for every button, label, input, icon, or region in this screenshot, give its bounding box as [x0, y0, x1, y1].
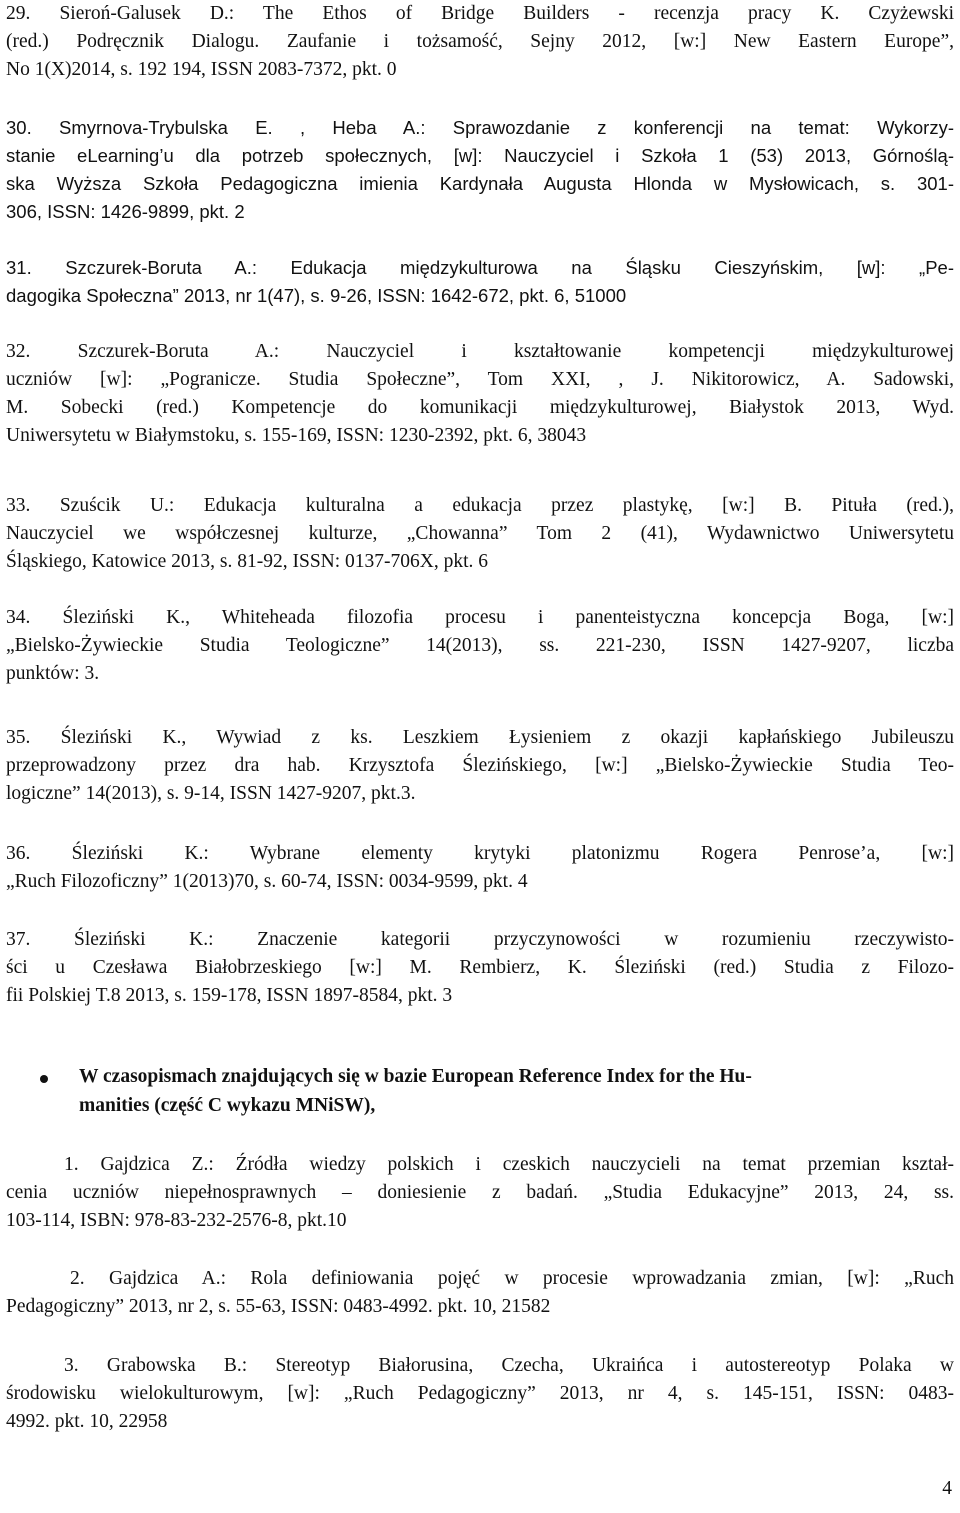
entry-line: cenia uczniów niepełnosprawnych – doniesienie z badań. „Studia Edukacyjne” 2013, 24, ss.	[6, 1182, 954, 1203]
entry-line: „Bielsko-Żywieckie Studia Teologiczne” 14(2013), ss. 221-230, ISSN 1427-9207, liczba	[6, 635, 954, 656]
entry-line: (red.) Podręcznik Dialogu. Zaufanie i tożsamość, Sejny 2012, [w:] New Eastern Europe”,	[6, 31, 954, 52]
entry-line: fii Polskiej T.8 2013, s. 159-178, ISSN 1897-8584, pkt. 3	[6, 985, 453, 1006]
entry-line: 4992. pkt. 10, 22958	[6, 1411, 168, 1432]
entry-line: Pedagogiczny” 2013, nr 2, s. 55-63, ISSN: 0483-4992. pkt. 10, 21582	[6, 1296, 551, 1317]
entry-line: 3. Grabowska B.: Stereotyp Białorusina, Czecha, Ukraińca i autostereotyp Polaka w	[64, 1355, 954, 1376]
entry-line: 35. Śleziński K., Wywiad z ks. Leszkiem Łysieniem z okazji kapłańskiego Jubileuszu	[6, 727, 954, 748]
bibliography-entry-31	[6, 254, 954, 310]
section-heading-line: manities (część C wykazu MNiSW),	[79, 1095, 376, 1116]
entry-line: 32. Szczurek-Boruta A.: Nauczyciel i kształtowanie kompetencji międzykulturowej	[6, 341, 954, 362]
entry-line: 36. Śleziński K.: Wybrane elementy krytyki platonizmu Rogera Penrose’a, [w:]	[6, 843, 954, 864]
entry-line: Śląskiego, Katowice 2013, s. 81-92, ISSN: 0137-706X, pkt. 6	[6, 551, 489, 572]
entry-line: 1. Gajdzica Z.: Źródła wiedzy polskich i czeskich nauczycieli na temat przemian kształ-	[64, 1154, 954, 1175]
entry-line: środowisku wielokulturowym, [w]: „Ruch Pedagogiczny” 2013, nr 4, s. 145-151, ISSN: 0483-	[6, 1383, 954, 1404]
entry-line: No 1(X)2014, s. 192 194, ISSN 2083-7372, pkt. 0	[6, 59, 397, 80]
entry-line: 34. Śleziński K., Whiteheada filozofia procesu i panenteistyczna koncepcja Boga, [w:]	[6, 607, 954, 628]
bibliography-entry-37	[6, 926, 954, 1010]
erih-entry-1	[6, 1151, 954, 1235]
bibliography-entry-33	[6, 492, 954, 576]
entry-line: 37. Śleziński K.: Znaczenie kategorii przyczynowości w rozumieniu rzeczywisto-	[6, 929, 954, 950]
entry-line: M. Sobecki (red.) Kompetencje do komunikacji międzykulturowej, Białystok 2013, Wyd.	[6, 397, 954, 418]
bibliography-entry-35	[6, 724, 954, 808]
entry-line: 306, ISSN: 1426-9899, pkt. 2	[6, 201, 245, 222]
erih-entry-3	[6, 1352, 954, 1436]
bibliography-entry-29	[6, 0, 954, 84]
page-number: 4	[942, 1478, 952, 1499]
entry-line: 103-114, ISBN: 978-83-232-2576-8, pkt.10	[6, 1210, 347, 1231]
entry-line: „Ruch Filozoficzny” 1(2013)70, s. 60-74, ISSN: 0034-9599, pkt. 4	[6, 871, 528, 892]
entry-line: stanie eLearning’u dla potrzeb społecznych, [w]: Nauczyciel i Szkoła 1 (53) 2013, Górnoślą-	[6, 145, 954, 166]
entry-line: ści u Czesława Białobrzeskiego [w:] M. Rembierz, K. Śleziński (red.) Studia z Filozo-	[6, 957, 954, 978]
section-heading-line: W czasopismach znajdujących się w bazie European Reference Index for the Hu-	[79, 1066, 752, 1087]
entry-line: 33. Szuścik U.: Edukacja kulturalna a edukacja przez plastykę, [w:] B. Pituła (red.),	[6, 495, 954, 516]
bibliography-entry-30	[6, 114, 954, 226]
entry-line: Uniwersytetu w Białymstoku, s. 155-169, ISSN: 1230-2392, pkt. 6, 38043	[6, 425, 587, 446]
bibliography-entry-36	[6, 840, 954, 896]
entry-line: dagogika Społeczna” 2013, nr 1(47), s. 9-26, ISSN: 1642-672, pkt. 6, 51000	[6, 285, 627, 306]
entry-line: przeprowadzony przez dra hab. Krzysztofa Ślezińskiego, [w:] „Bielsko-Żywieckie Studia Teo-	[6, 755, 954, 776]
bullet-icon	[40, 1075, 48, 1083]
entry-line: ska Wyższa Szkoła Pedagogiczna imienia Kardynała Augusta Hlonda w Mysłowicach, s. 301-	[6, 173, 954, 194]
entry-line: logiczne” 14(2013), s. 9-14, ISSN 1427-9207, pkt.3.	[6, 783, 416, 804]
entry-line: 2. Gajdzica A.: Rola definiowania pojęć w procesie wprowadzania zmian, [w]: „Ruch	[70, 1268, 954, 1289]
entry-line: uczniów [w]: „Pogranicze. Studia Społeczne”, Tom XXI, , J. Nikitorowicz, A. Sadowski,	[6, 369, 954, 390]
entry-line: 31. Szczurek-Boruta A.: Edukacja międzykulturowa na Śląsku Cieszyńskim, [w]: „Pe-	[6, 257, 954, 278]
bibliography-entry-32	[6, 338, 954, 450]
section-heading-text	[79, 1062, 955, 1120]
entry-line: 30. Smyrnova-Trybulska E. , Heba A.: Sprawozdanie z konferencji na temat: Wykorzy-	[6, 117, 954, 138]
erih-entry-2	[6, 1265, 954, 1321]
entry-line: Nauczyciel we współczesnej kulturze, „Chowanna” Tom 2 (41), Wydawnictwo Uniwersytetu	[6, 523, 954, 544]
bibliography-entry-34	[6, 604, 954, 688]
entry-line: punktów: 3.	[6, 663, 100, 684]
entry-line: 29. Sieroń-Galusek D.: The Ethos of Bridge Builders - recenzja pracy K. Czyżewski	[6, 3, 954, 24]
